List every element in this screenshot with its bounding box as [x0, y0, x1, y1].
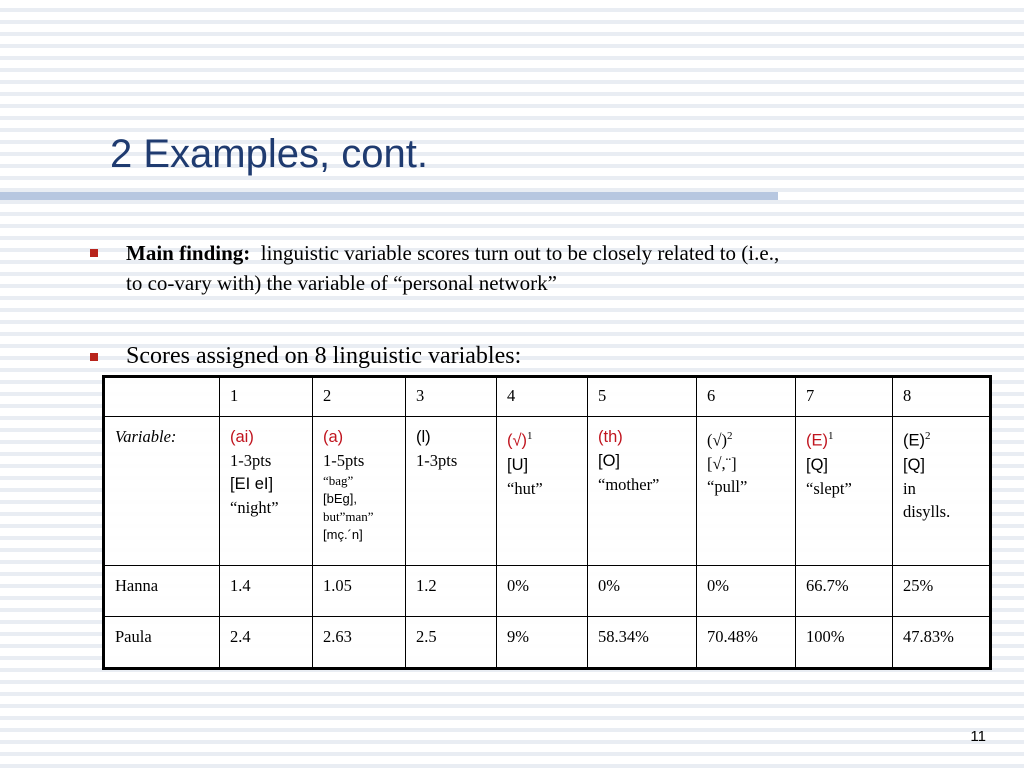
- table-header-row: [104, 377, 991, 417]
- table-cell: 25%: [893, 566, 991, 617]
- variable-cell-7: [796, 417, 893, 566]
- variable-superscript: 2: [727, 430, 733, 442]
- table-cell: 9%: [497, 617, 588, 669]
- table-header-cell: 1: [220, 377, 313, 417]
- variable-ipa: [EI eI]: [230, 475, 274, 493]
- row-name: Paula: [104, 617, 220, 669]
- variable-gloss: “pull”: [707, 476, 748, 496]
- table-header-cell: 3: [406, 377, 497, 417]
- variable-label: Variable:: [104, 417, 220, 566]
- variable-superscript: 2: [925, 430, 931, 442]
- variable-gloss: “night”: [230, 498, 279, 517]
- table-cell: 0%: [588, 566, 697, 617]
- variable-ipa: [U]: [507, 455, 529, 474]
- table-cell: 58.34%: [588, 617, 697, 669]
- variable-symbol: (E): [903, 431, 925, 450]
- page-number: 11: [970, 728, 986, 745]
- variable-points: 1-3pts: [230, 451, 272, 470]
- variable-ipa: [√,¨]: [707, 453, 737, 473]
- variable-cell-8: [893, 417, 991, 566]
- table-cell: 2.4: [220, 617, 313, 669]
- bullet-square-icon: [90, 353, 98, 361]
- variable-cell-5: [588, 417, 697, 566]
- variable-gloss: in: [903, 478, 916, 498]
- table-row-paula: [104, 617, 991, 669]
- table-header-cell: 5: [588, 377, 697, 417]
- variable-gloss: “bag”: [323, 473, 354, 488]
- variable-symbol: (th): [598, 428, 623, 446]
- variable-cell-4: [497, 417, 588, 566]
- variable-ipa: [O]: [598, 452, 621, 470]
- table-header-cell: [104, 377, 220, 417]
- table-cell: 0%: [697, 566, 796, 617]
- table-header-cell: 6: [697, 377, 796, 417]
- variable-row: [104, 417, 991, 566]
- table-cell: 2.63: [313, 617, 406, 669]
- main-finding-label: Main finding:: [126, 241, 251, 265]
- table-cell: 100%: [796, 617, 893, 669]
- table-cell: 70.48%: [697, 617, 796, 669]
- table-cell: 0%: [497, 566, 588, 617]
- table-header-cell: 4: [497, 377, 588, 417]
- variable-symbol: (√): [507, 431, 528, 450]
- variable-symbol: (E): [806, 431, 828, 450]
- variable-gloss: “slept”: [806, 478, 852, 498]
- title-underline: [0, 192, 778, 200]
- variable-symbol: (a): [323, 428, 344, 446]
- table-cell: 1.05: [313, 566, 406, 617]
- variable-ipa: [Q]: [903, 455, 926, 474]
- variable-symbol: (ai): [230, 428, 254, 446]
- variable-gloss: “hut”: [507, 478, 543, 498]
- table-header-cell: 2: [313, 377, 406, 417]
- scores-text: Scores assigned on 8 linguistic variables:: [126, 343, 522, 369]
- bullet-main-finding: [90, 238, 930, 298]
- variable-cell-3: [406, 417, 497, 566]
- variable-cell-6: [697, 417, 796, 566]
- variable-gloss: “mother”: [598, 475, 660, 494]
- variable-gloss: but”man”: [323, 509, 374, 524]
- variable-ipa: [bEg],: [323, 491, 357, 506]
- table-cell: 66.7%: [796, 566, 893, 617]
- table-cell: 2.5: [406, 617, 497, 669]
- variable-symbol: (l): [416, 428, 431, 446]
- variable-symbol: (√): [707, 430, 728, 450]
- variable-gloss: disylls.: [903, 501, 951, 521]
- table-header-cell: 8: [893, 377, 991, 417]
- main-finding-text-line2: to co-vary with) the variable of “personal network”: [126, 271, 557, 295]
- table-row-hanna: [104, 566, 991, 617]
- variable-cell-1: [220, 417, 313, 566]
- table-cell: 1.4: [220, 566, 313, 617]
- main-finding-text-line1: linguistic variable scores turn out to be closely related to (i.e.,: [260, 241, 780, 265]
- variable-points: 1-3pts: [416, 451, 458, 470]
- variable-superscript: 1: [828, 430, 834, 442]
- scores-table: [102, 375, 992, 670]
- variable-ipa: [Q]: [806, 455, 829, 474]
- variable-ipa: [mç.´n]: [323, 527, 363, 542]
- table-cell: 47.83%: [893, 617, 991, 669]
- variable-superscript: 1: [527, 430, 533, 442]
- variable-points: 1-5pts: [323, 451, 365, 470]
- bullet-scores: [90, 341, 930, 371]
- table-cell: 1.2: [406, 566, 497, 617]
- table-header-cell: 7: [796, 377, 893, 417]
- row-name: Hanna: [104, 566, 220, 617]
- slide-title: 2 Examples, cont.: [110, 132, 428, 176]
- variable-cell-2: [313, 417, 406, 566]
- bullet-square-icon: [90, 249, 98, 257]
